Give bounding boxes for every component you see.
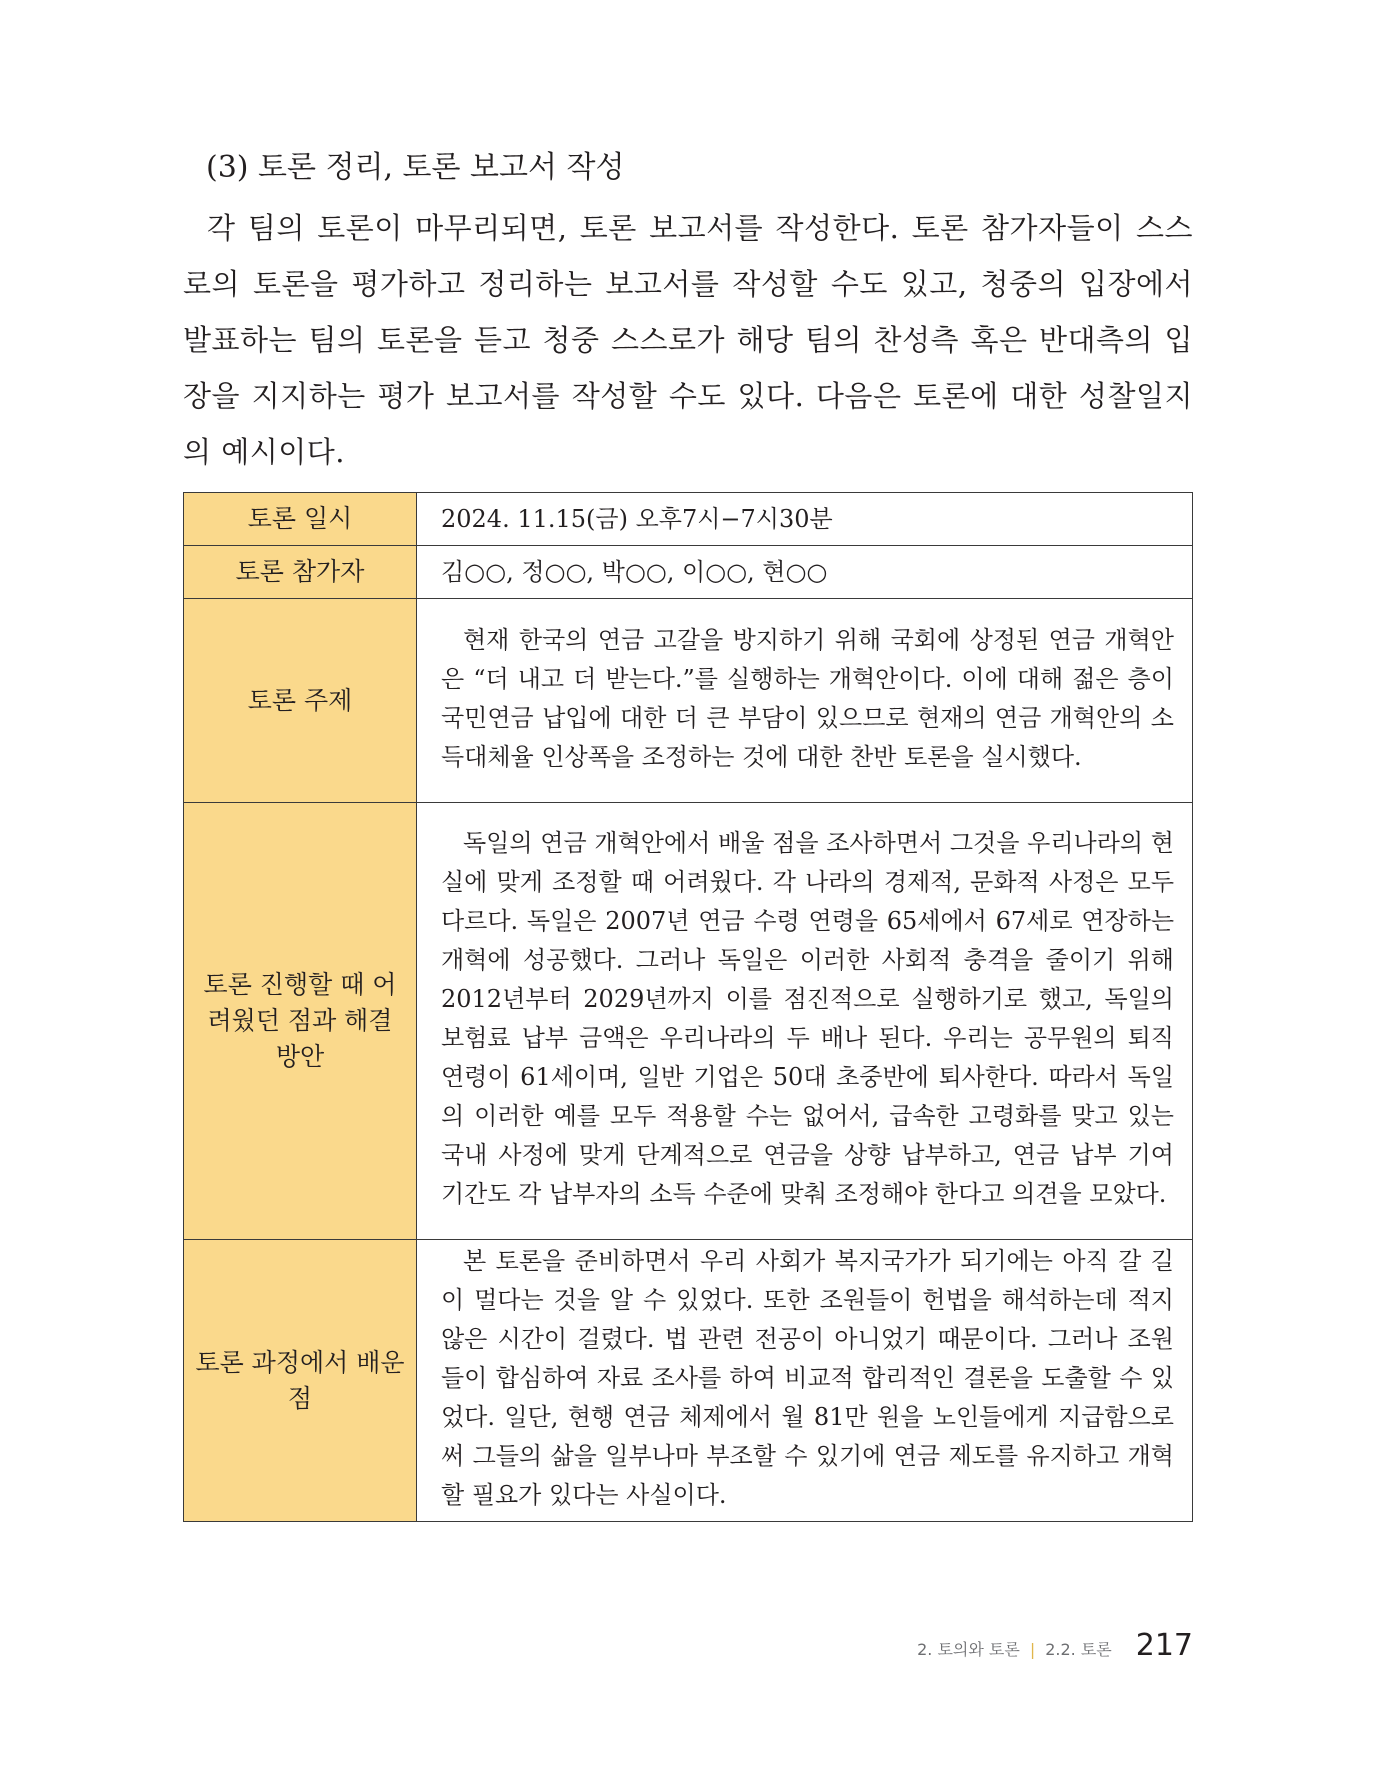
footer-separator: | bbox=[1029, 1640, 1036, 1659]
reflection-journal-table bbox=[183, 492, 1193, 1522]
row-label-lessons: 토론 과정에서 배운 점 bbox=[184, 1240, 417, 1522]
footer-section: 2.2. 토론 bbox=[1045, 1640, 1112, 1659]
table-row bbox=[184, 1240, 1193, 1522]
table-row bbox=[184, 803, 1193, 1240]
footer-chapter: 2. 토의와 토론 bbox=[917, 1640, 1020, 1659]
table-row bbox=[184, 493, 1193, 546]
difficulties-text: 독일의 연금 개혁안에서 배울 점을 조사하면서 그것을 우리나라의 현실에 맞게 조정할 때 어려웠다. 각 나라의 경제적, 문화적 사정은 모두 다르다. 독일은 2007년 연금 수령 연령을 65세에서 67세로 연장하는 개혁에 성공했다. 그러나 독일은 이러한 사회적 충격을 줄이기 위해 2012년부터 2029년까지 이를 점진적으로 실행하기로 했고, 독일의 보험료 납부 금액은 우리나라의 두 배나 된다. 우리는 공무원의 퇴직 연령이 61세이며, 일반 기업은 50대 초중반에 퇴사한다. 따라서 독일의 이러한 예를 모두 적용할 수는 없어서, 급속한 고령화를 맞고 있는 국내 사정에 맞게 단계적으로 연금을 상향 납부하고, 연금 납부 기여 기간도 각 납부자의 소득 수준에 맞춰 조정해야 한다고 의견을 모았다. bbox=[441, 829, 1174, 1208]
row-value-topic bbox=[417, 599, 1193, 803]
section-heading: (3) 토론 정리, 토론 보고서 작성 bbox=[206, 150, 625, 185]
row-label-difficulties: 토론 진행할 때 어려웠던 점과 해결 방안 bbox=[184, 803, 417, 1240]
row-label-date: 토론 일시 bbox=[184, 493, 417, 546]
table-row bbox=[184, 546, 1193, 599]
row-label-participants: 토론 참가자 bbox=[184, 546, 417, 599]
row-label-topic: 토론 주제 bbox=[184, 599, 417, 803]
topic-text: 현재 한국의 연금 고갈을 방지하기 위해 국회에 상정된 연금 개혁안은 “더 내고 더 받는다.”를 실행하는 개혁안이다. 이에 대해 젊은 층이 국민연금 납입에 대한 더 큰 부담이 있으므로 현재의 연금 개혁안의 소득대체율 인상폭을 조정하는 것에 대한 찬반 토론을 실시했다. bbox=[441, 625, 1174, 771]
row-value-participants: 김○○, 정○○, 박○○, 이○○, 현○○ bbox=[417, 546, 1193, 599]
intro-paragraph: 각 팀의 토론이 마무리되면, 토론 보고서를 작성한다. 토론 참가자들이 스스로의 토론을 평가하고 정리하는 보고서를 작성할 수도 있고, 청중의 입장에서 발표하는 팀의 토론을 듣고 청중 스스로가 해당 팀의 찬성측 혹은 반대측의 입장을 지지하는 평가 보고서를 작성할 수도 있다. 다음은 토론에 대한 성찰일지의 예시이다. bbox=[183, 211, 1193, 469]
table-row bbox=[184, 599, 1193, 803]
row-value-date: 2024. 11.15(금) 오후7시−7시30분 bbox=[417, 493, 1193, 546]
page-footer bbox=[917, 1628, 1193, 1663]
lessons-text: 본 토론을 준비하면서 우리 사회가 복지국가가 되기에는 아직 갈 길이 멀다는 것을 알 수 있었다. 또한 조원들이 헌법을 해석하는데 적지 않은 시간이 걸렸다. 법 관련 전공이 아니었기 때문이다. 그러나 조원들이 합심하여 자료 조사를 하여 비교적 합리적인 결론을 도출할 수 있었다. 일단, 현행 연금 체제에서 월 81만 원을 노인들에게 지급함으로써 그들의 삶을 일부나마 부조할 수 있기에 연금 제도를 유지하고 개혁할 필요가 있다는 사실이다. bbox=[441, 1247, 1174, 1509]
page-number: 217 bbox=[1135, 1628, 1193, 1663]
row-value-lessons bbox=[417, 1240, 1193, 1522]
row-value-difficulties bbox=[417, 803, 1193, 1240]
